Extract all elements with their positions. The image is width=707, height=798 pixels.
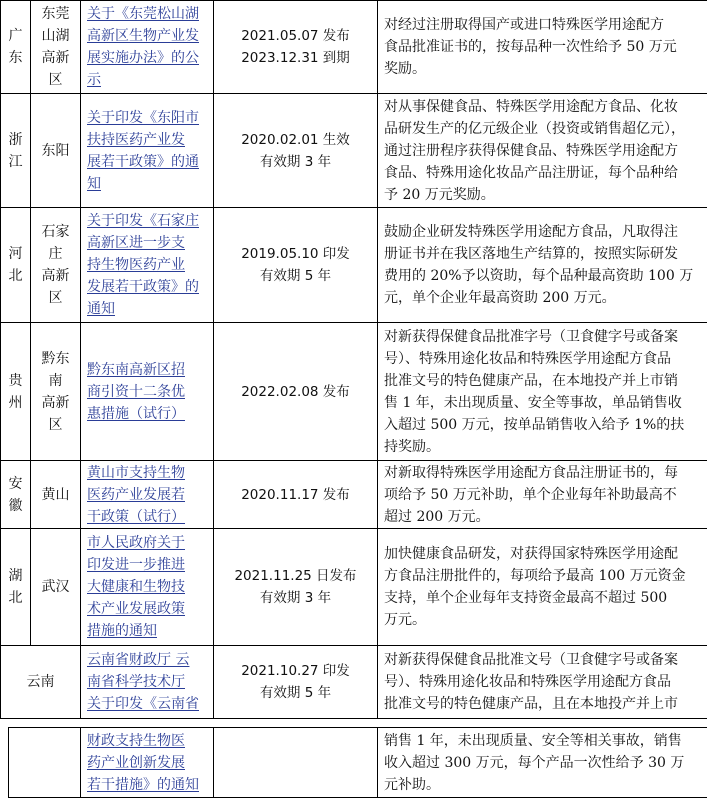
policy-table-continuation [8, 727, 707, 798]
policy-link[interactable]: 财政支持生物医 药产业创新发展 若干措施》的通知 [87, 732, 199, 793]
table-row [1, 1, 707, 94]
region-cell: 黄山 [31, 461, 81, 529]
content-cell: 销售 1 年，未出现质量、安全等相关事故，销售 收入超过 300 万元，每个产品一次性给予 30 万 元补助。 [378, 728, 707, 798]
date-cell: 2022.02.08 发布 [214, 323, 378, 461]
province-cell: 贵州 [1, 323, 31, 461]
region-cell: 东阳 [31, 94, 81, 208]
policy-cell [81, 646, 214, 719]
content-cell: 对新获得保健食品批准字号（卫食健字号或备案 号）、特殊用途化妆品和特殊医学用途配方食品 批准文号的特色健康产品，在本地投产并上市销 售 1 年，未出现质量、安全等事故，单品销售收 入超过 500 万元，按单品销售收入给予 1%的扶 持奖励。 [378, 323, 707, 461]
province-cell: 湖北 [1, 529, 31, 646]
policy-cell [81, 94, 214, 208]
content-cell: 对新获得保健食品批准文号（卫食健字号或备案 号）、特殊用途化妆品和特殊医学用途配方食品 批准文号的特色健康产品，且在本地投产并上市 [378, 646, 707, 719]
region-cell: 黔东南 高新区 [31, 323, 81, 461]
table-row [1, 529, 707, 646]
province-cell: 云南 [1, 646, 81, 719]
policy-cell [81, 728, 214, 798]
policy-link[interactable]: 关于《东莞松山湖 高新区生物产业发 展实施办法》的公 示 [87, 6, 199, 88]
policy-cell [81, 461, 214, 529]
table-row [9, 728, 707, 798]
date-cell [214, 728, 378, 798]
date-cell: 2021.05.07 发布 2023.12.31 到期 [214, 1, 378, 94]
province-cell: 安徽 [1, 461, 31, 529]
content-cell: 对从事保健食品、特殊医学用途配方食品、化妆 品研发生产的亿元级企业（投资或销售超亿元）， 通过注册程序获得保健食品、特殊医学用途配方 食品、特殊用途化妆品产品注册证，每个品种给 予 20 万元奖励。 [378, 94, 707, 208]
policy-link[interactable]: 黄山市支持生物 医药产业发展若 干政策（试行） [87, 464, 185, 525]
province-cell: 浙江 [1, 94, 31, 208]
content-cell: 加快健康食品研发，对获得国家特殊医学用途配 方食品注册批件的，每项给予最高 100 万元资金 支持，单个企业每年支持资金最高不超过 500 万元。 [378, 529, 707, 646]
date-cell: 2021.10.27 印发 有效期 5 年 [214, 646, 378, 719]
region-cell: 武汉 [31, 529, 81, 646]
policy-link[interactable]: 云南省财政厅 云 南省科学技术厅 关于印发《云南省 [87, 652, 199, 712]
province-cell: 广东 [1, 1, 31, 94]
date-cell: 2020.02.01 生效 有效期 3 年 [214, 94, 378, 208]
province-cell: 河北 [1, 208, 31, 323]
content-cell: 对经过注册取得国产或进口特殊医学用途配方 食品批准证书的，按每品种一次性给予 50 万元 奖励。 [378, 1, 707, 94]
date-cell: 2020.11.17 发布 [214, 461, 378, 529]
date-cell: 2019.05.10 印发 有效期 5 年 [214, 208, 378, 323]
policy-cell [81, 208, 214, 323]
policy-link[interactable]: 市人民政府关于 印发进一步推进 大健康和生物技 术产业发展政策 措施的通知 [87, 535, 185, 639]
table-row [1, 94, 707, 208]
policy-cell [81, 1, 214, 94]
policy-link[interactable]: 关于印发《东阳市 扶持医药产业发 展若干政策》的通 知 [87, 109, 199, 192]
date-cell: 2021.11.25 日发布 有效期 3 年 [214, 529, 378, 646]
content-cell: 鼓励企业研发特殊医学用途配方食品，凡取得注 册证书并在我区落地生产结算的，按照实际研发 费用的 20%予以资助，每个品种最高资助 100 万 元，单个企业年最高资助 200 万元。 [378, 208, 707, 323]
region-cell: 东莞山湖 高新区 [31, 1, 81, 94]
table-row [1, 461, 707, 529]
policy-link[interactable]: 黔东南高新区招 商引资十二条优 惠措施（试行） [87, 361, 185, 422]
table-row [1, 646, 707, 719]
policy-cell [81, 323, 214, 461]
policy-cell [81, 529, 214, 646]
province-cell [9, 728, 81, 798]
table-row [1, 323, 707, 461]
content-cell: 对新取得特殊医学用途配方食品注册证书的，每 项给予 50 万元补助，单个企业每年补助最高不 超过 200 万元。 [378, 461, 707, 529]
policy-link[interactable]: 关于印发《石家庄 高新区进一步支 持生物医药产业 发展若干政策》的 通知 [87, 213, 199, 317]
region-cell: 石家庄 高新区 [31, 208, 81, 323]
table-row [1, 208, 707, 323]
